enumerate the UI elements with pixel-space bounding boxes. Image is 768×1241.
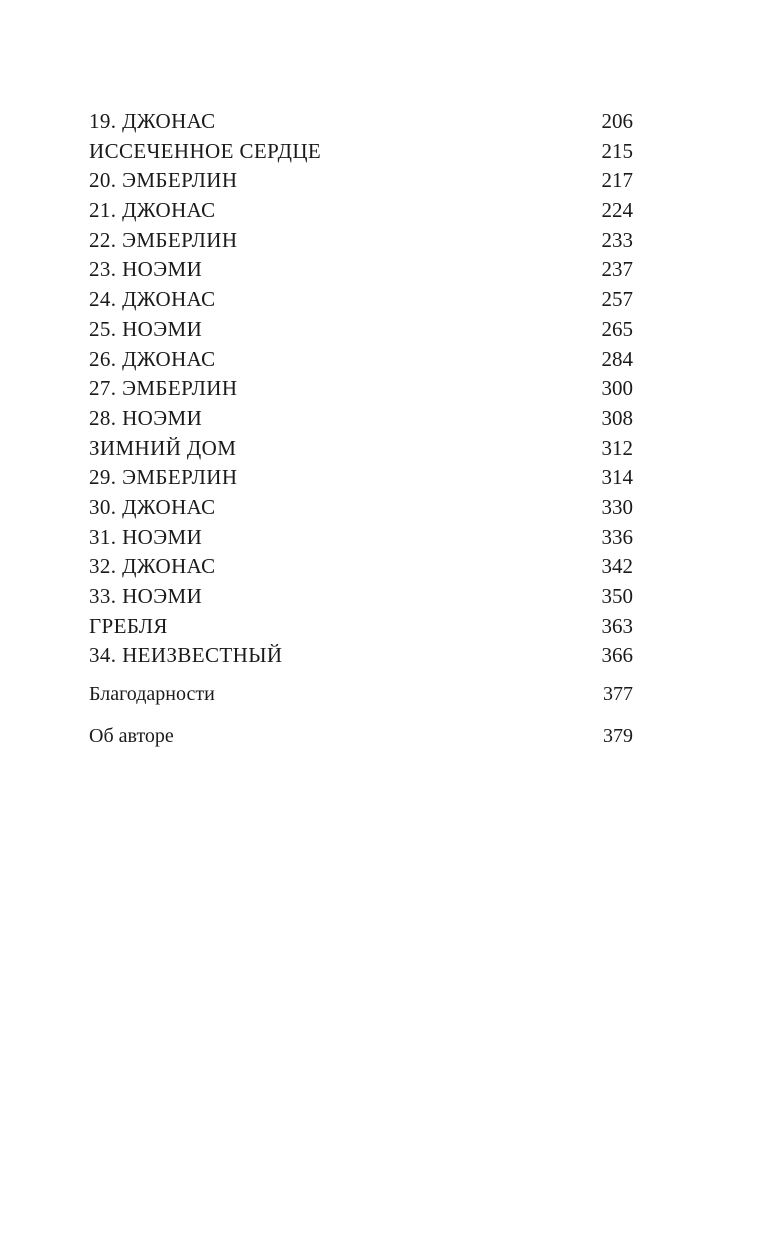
toc-entry-page: 336: [601, 524, 633, 549]
toc-entry[interactable]: [89, 107, 633, 137]
table-of-contents: [89, 107, 633, 757]
toc-entry-title: 26. ДЖОНАС: [89, 346, 216, 371]
toc-entry[interactable]: [89, 137, 633, 167]
toc-entry-title: 23. НОЭМИ: [89, 257, 203, 282]
toc-entry[interactable]: [89, 582, 633, 612]
toc-entry-title: 29. ЭМБЕРЛИН: [89, 465, 238, 490]
toc-entry-page: 206: [601, 109, 633, 133]
toc-entry[interactable]: [89, 552, 633, 582]
toc-entry[interactable]: [89, 285, 633, 315]
toc-entry-page: 257: [601, 287, 633, 312]
toc-entry-title: 21. ДЖОНАС: [89, 198, 216, 223]
toc-entry-title: 33. НОЭМИ: [89, 584, 203, 608]
toc-entry-title: 28. НОЭМИ: [89, 405, 203, 430]
toc-entry-page: 314: [601, 465, 633, 490]
toc-entry[interactable]: [89, 641, 633, 671]
toc-entry[interactable]: [89, 226, 633, 256]
toc-entry[interactable]: [89, 434, 633, 464]
toc-entry-title: 27. ЭМБЕРЛИН: [89, 376, 238, 401]
toc-entry[interactable]: [89, 404, 633, 434]
toc-entry-title: 31. НОЭМИ: [89, 524, 203, 549]
toc-entry-page: 300: [601, 376, 633, 401]
toc-entry-page: 284: [601, 346, 633, 371]
toc-entry-about-author[interactable]: [89, 715, 633, 757]
toc-entry-title: 22. ЭМБЕРЛИН: [89, 227, 238, 252]
toc-entry-title: Благодарности: [89, 683, 215, 706]
toc-entry-page: 350: [601, 584, 633, 608]
toc-entry-title: ГРЕБЛЯ: [89, 613, 168, 638]
toc-entry-page: 366: [601, 643, 633, 668]
toc-entry-page: 308: [601, 405, 633, 430]
toc-entry[interactable]: [89, 374, 633, 404]
toc-entry-title: 25. НОЭМИ: [89, 316, 203, 341]
toc-entry-page: 224: [601, 198, 633, 223]
toc-entry-page: 330: [601, 494, 633, 519]
toc-entry-page: 217: [601, 168, 633, 193]
toc-entry[interactable]: [89, 523, 633, 553]
toc-entry-title: 32. ДЖОНАС: [89, 554, 216, 579]
toc-entry-page: 233: [601, 227, 633, 252]
toc-entry-page: 363: [601, 613, 633, 638]
toc-entry-title: Об авторе: [89, 725, 174, 748]
toc-entry[interactable]: [89, 166, 633, 196]
toc-entry-page: 312: [601, 435, 633, 460]
toc-entry[interactable]: [89, 612, 633, 642]
toc-entry-page: 379: [603, 725, 633, 748]
toc-entry-page: 237: [601, 257, 633, 282]
toc-entry[interactable]: [89, 463, 633, 493]
toc-entry-page: 342: [601, 554, 633, 579]
toc-entry-title: 24. ДЖОНАС: [89, 287, 216, 312]
toc-entry-title: ИССЕЧЕННОЕ СЕРДЦЕ: [89, 138, 322, 163]
toc-entry-page: 215: [601, 138, 633, 163]
toc-entry-title: 19. ДЖОНАС: [89, 109, 216, 133]
toc-entry-acknowledgements[interactable]: [89, 673, 633, 715]
toc-entry-title: 30. ДЖОНАС: [89, 494, 216, 519]
toc-entry-title: 20. ЭМБЕРЛИН: [89, 168, 238, 193]
toc-entry[interactable]: [89, 196, 633, 226]
toc-entry-page: 265: [601, 316, 633, 341]
toc-entry-page: 377: [603, 683, 633, 706]
toc-entry-title: 34. НЕИЗВЕСТНЫЙ: [89, 643, 283, 668]
toc-entry[interactable]: [89, 255, 633, 285]
toc-entry[interactable]: [89, 493, 633, 523]
toc-entry-title: ЗИМНИЙ ДОМ: [89, 435, 237, 460]
toc-entry[interactable]: [89, 315, 633, 345]
toc-entry[interactable]: [89, 345, 633, 375]
